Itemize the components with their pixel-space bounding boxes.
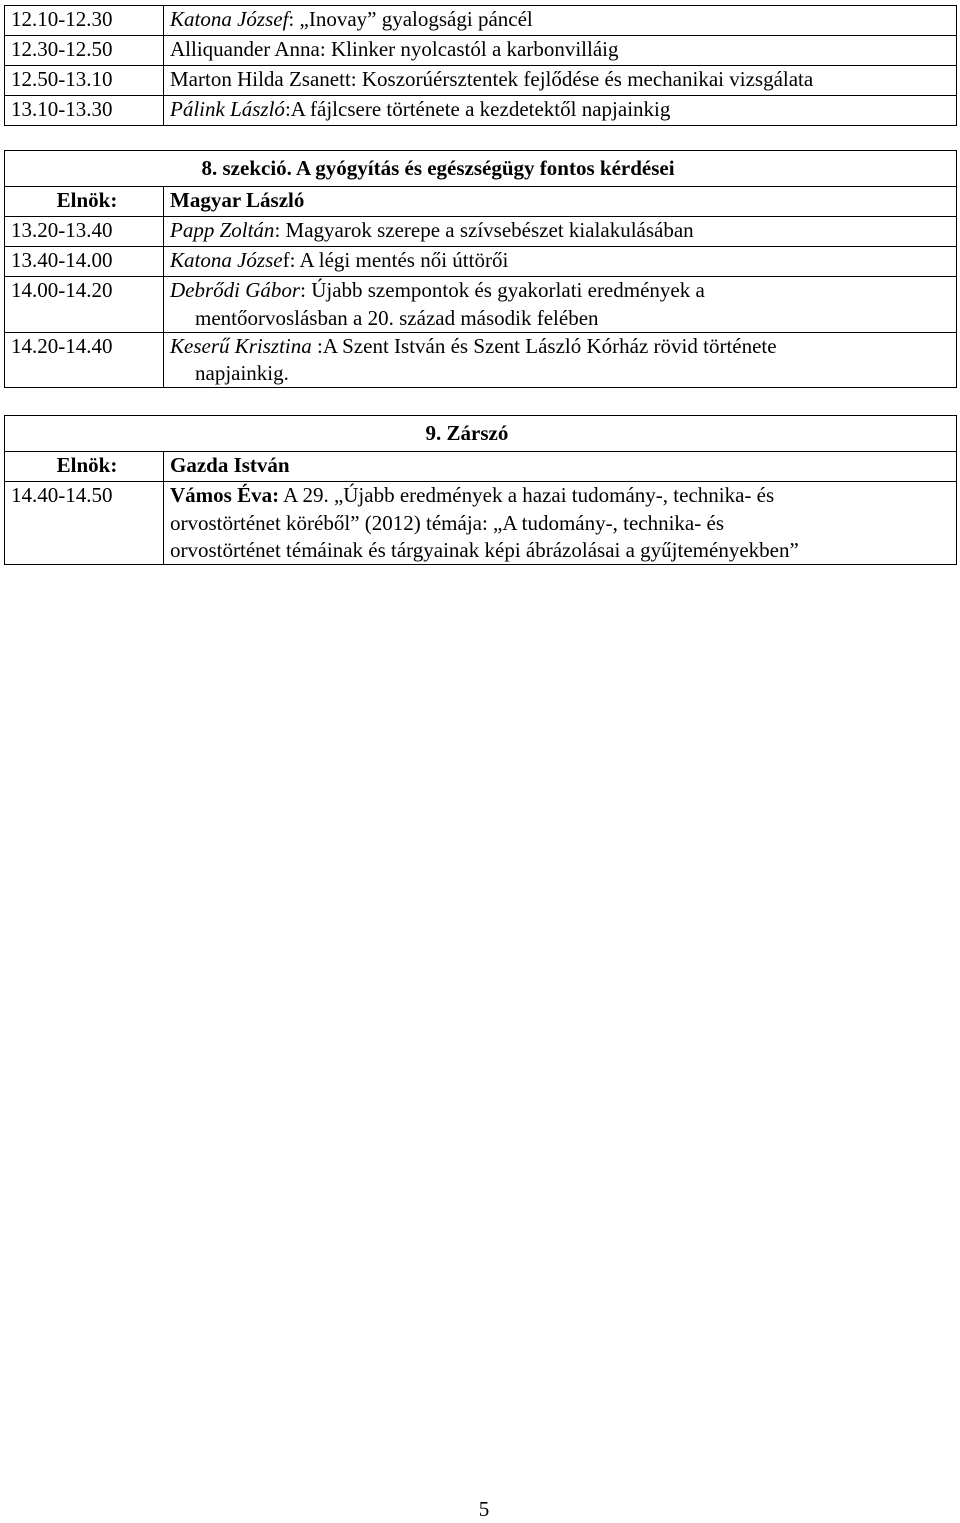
talk-title: „Inovay” gyalogsági páncél [294, 7, 533, 31]
section-8-table [4, 150, 957, 388]
time-slot: 13.20-13.40 [5, 217, 164, 247]
speaker-name: Alliquander Anna [170, 37, 320, 61]
schedule-row [5, 332, 957, 388]
section-heading: 8. szekció. A gyógyítás és egészségügy fontos kérdései [164, 151, 957, 187]
section-9-table [4, 415, 957, 565]
talk-title: A fájlcsere története a kezdetektől napjainkig [290, 97, 671, 121]
separator: : [274, 218, 281, 243]
separator: : [311, 333, 323, 358]
section-heading-row [5, 151, 957, 187]
separator: : [288, 7, 295, 31]
section-heading: 9. Zárszó [164, 416, 957, 452]
chair-name: Magyar László [164, 187, 957, 217]
talk-cell [164, 217, 957, 247]
speaker-name: Papp Zoltán [170, 218, 275, 243]
schedule-row [5, 277, 957, 333]
time-slot: 12.50-13.10 [5, 66, 164, 96]
talk-cell [164, 247, 957, 277]
time-slot: 12.30-12.50 [5, 36, 164, 66]
talk-title: Koszorúérsztentek fejlődése és mechanikai vizsgálata [356, 67, 814, 91]
separator: f: [282, 248, 296, 273]
chair-label: Elnök: [5, 187, 164, 217]
talk-cell [164, 277, 957, 333]
talk-title-continued: napjainkig. [195, 361, 289, 386]
separator: : [319, 37, 326, 61]
talk-title: A 29. „Újabb eredmények a hazai tudomány-, technika- és [279, 483, 775, 508]
schedule-row [5, 66, 957, 96]
time-slot: 14.40-14.50 [5, 482, 164, 565]
time-slot: 13.10-13.30 [5, 96, 164, 126]
time-slot: 13.40-14.00 [5, 247, 164, 277]
talk-cell [164, 332, 957, 388]
talk-title-continued: mentőorvoslásban a 20. század második felében [195, 305, 599, 330]
speaker-name: Debrődi Gábor [170, 278, 301, 303]
talk-title: A Szent István és Szent László Kórház rövid története [322, 333, 777, 358]
separator: : [300, 278, 306, 303]
talk-cell [164, 6, 957, 36]
speaker-name: Katona Józse [170, 248, 283, 273]
time-slot: 12.10-12.30 [5, 6, 164, 36]
talk-cell [164, 36, 957, 66]
talk-cell [164, 96, 957, 126]
schedule-row [5, 6, 957, 36]
schedule-table-continued [4, 5, 957, 126]
page-number: 5 [478, 1497, 490, 1521]
time-slot: 14.00-14.20 [5, 277, 164, 333]
speaker-name: Katona József [170, 7, 289, 31]
speaker-name: Pálink László [170, 97, 285, 121]
schedule-row [5, 36, 957, 66]
talk-title: A légi mentés női úttörői [295, 248, 509, 273]
section-heading-row [5, 416, 957, 452]
schedule-row [5, 96, 957, 126]
separator: : [284, 97, 291, 121]
chair-name: Gazda István [164, 452, 957, 482]
talk-title: Magyarok szerepe a szívsebészet kialakulásában [280, 218, 694, 243]
talk-title-continued: orvostörténet köréből” (2012) témája: „A tudomány-, technika- és [170, 510, 724, 535]
separator: : [350, 67, 357, 91]
talk-title-continued: orvostörténet témáinak és tárgyainak képi ábrázolásai a gyűjteményekben” [170, 537, 799, 562]
talk-cell [164, 482, 957, 565]
talk-cell [164, 66, 957, 96]
chair-row [5, 187, 957, 217]
speaker-name: Marton Hilda Zsanett [170, 67, 351, 91]
schedule-row [5, 247, 957, 277]
talk-title: Klinker nyolcastól a karbonvilláig [325, 37, 619, 61]
speaker-name: Vámos Éva: [170, 483, 280, 508]
chair-label: Elnök: [5, 452, 164, 482]
speaker-name: Keserű Krisztina [170, 333, 312, 358]
time-slot: 14.20-14.40 [5, 332, 164, 388]
chair-row [5, 452, 957, 482]
schedule-row [5, 482, 957, 565]
schedule-row [5, 217, 957, 247]
talk-title: Újabb szempontok és gyakorlati eredmények a [305, 278, 705, 303]
